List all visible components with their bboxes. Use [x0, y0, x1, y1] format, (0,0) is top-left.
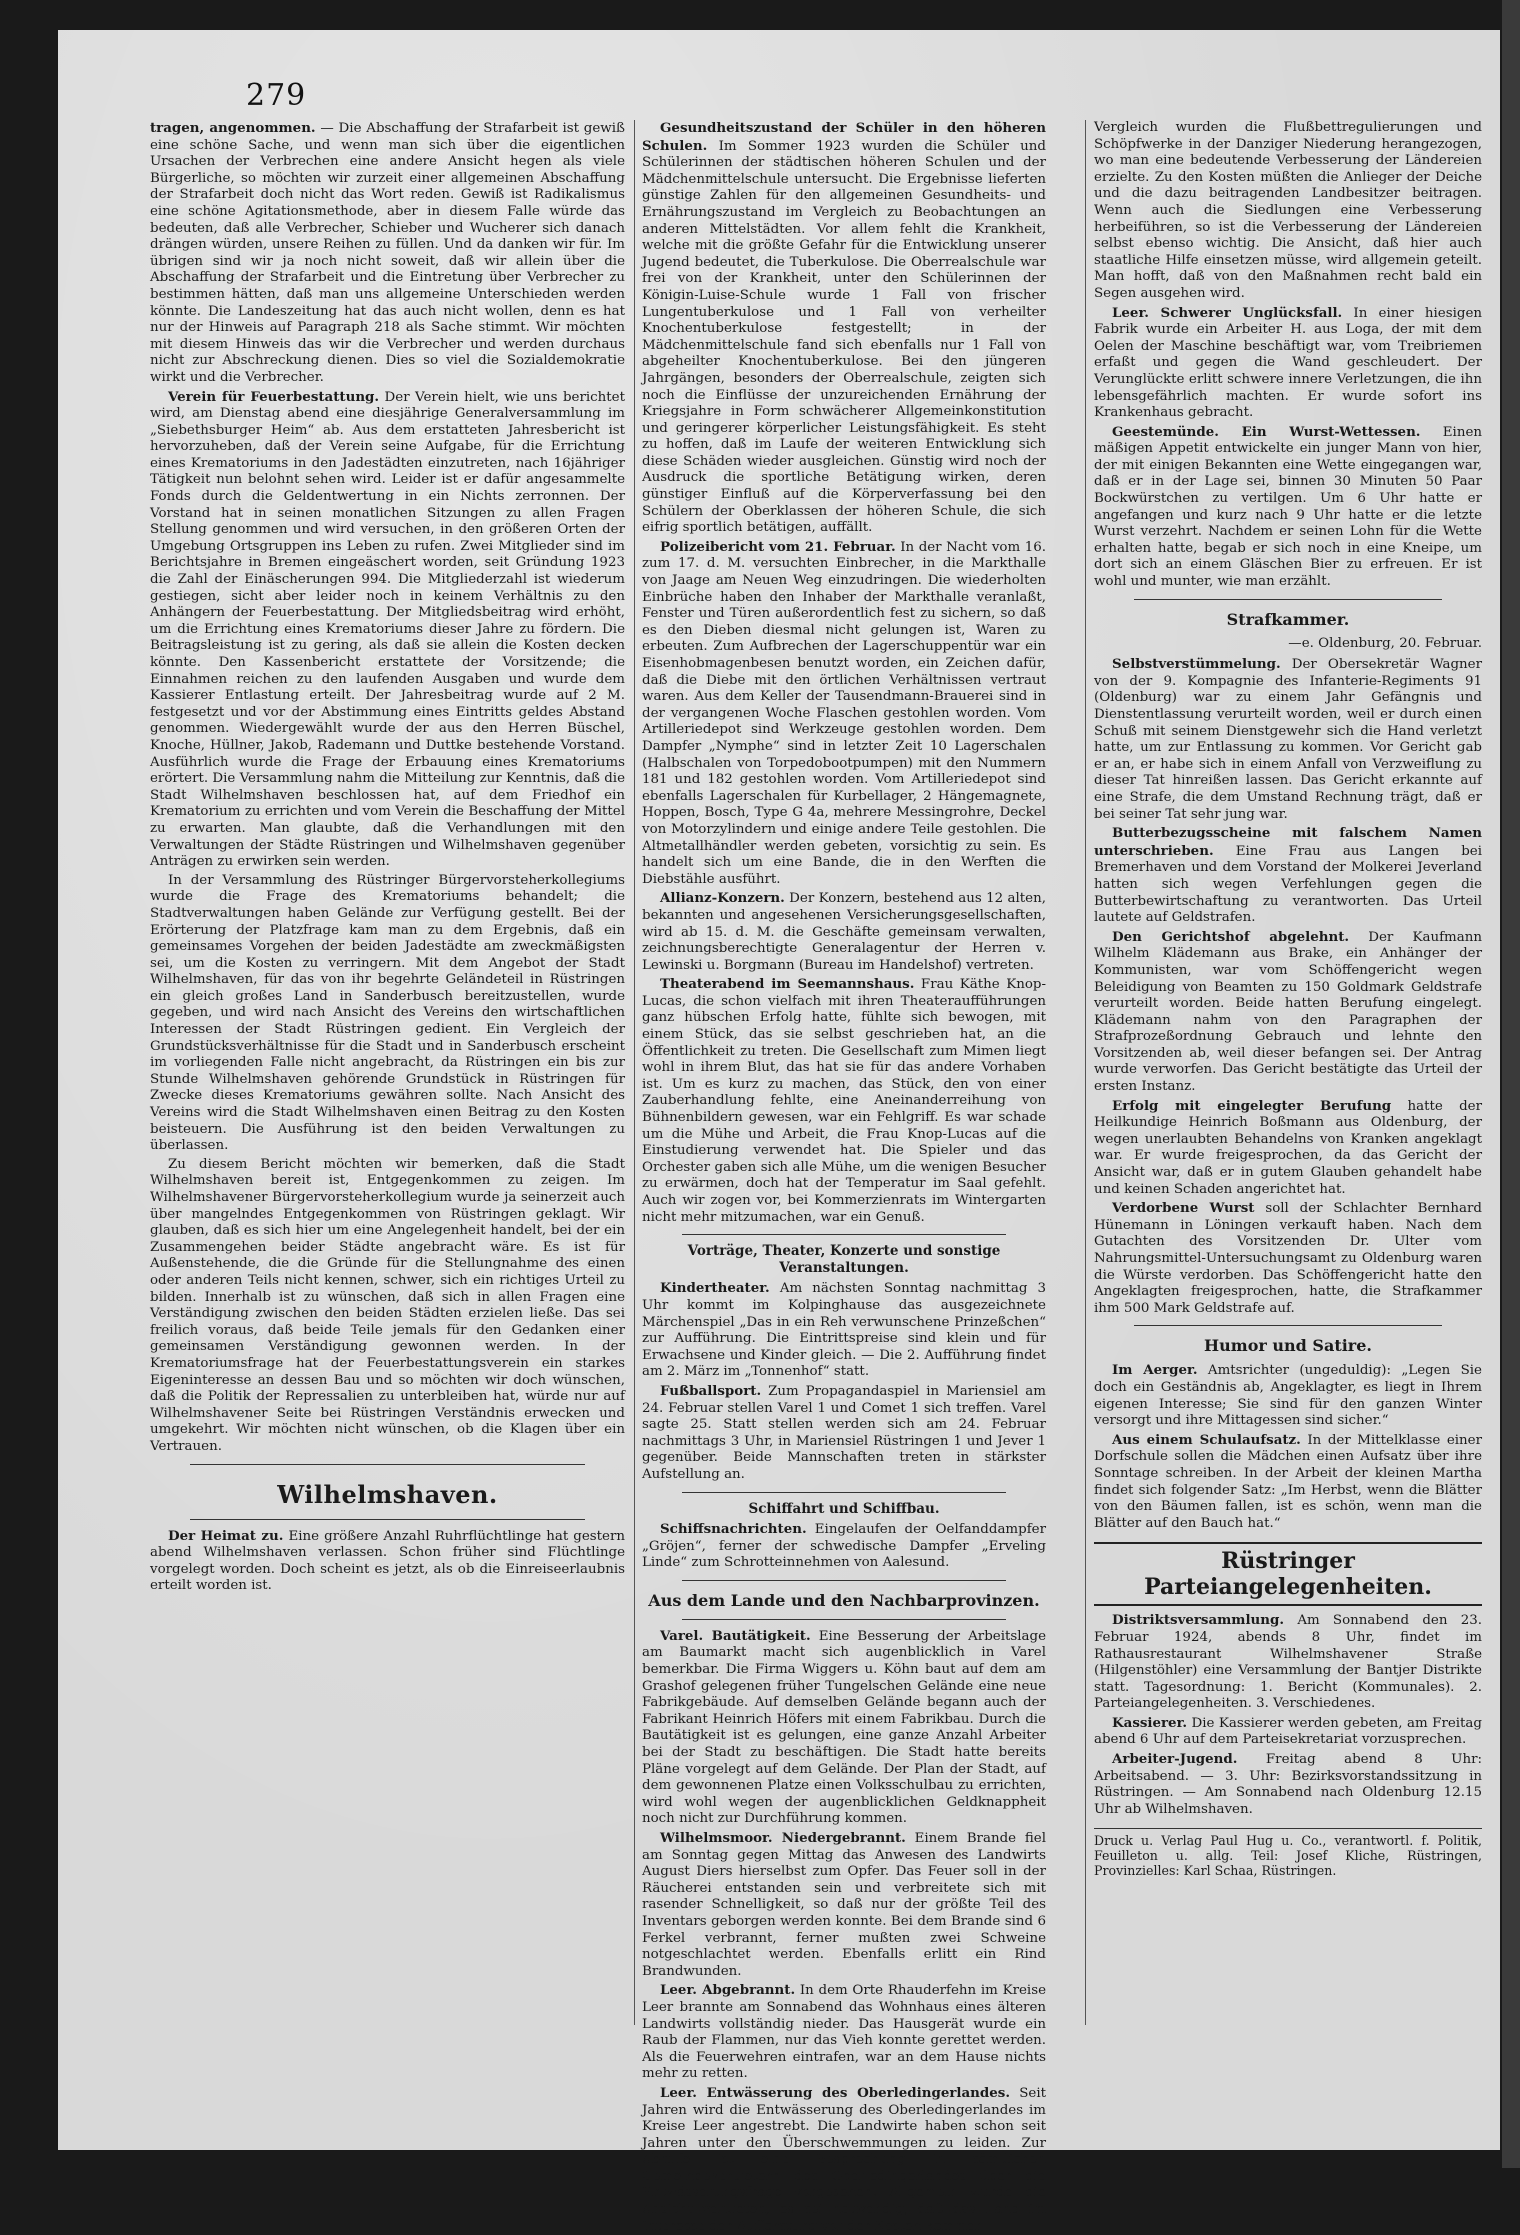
divider	[1134, 599, 1442, 600]
divider	[682, 1492, 1006, 1493]
divider	[682, 1580, 1006, 1581]
article-gesundheit: Gesundheitszustand der Schüler in den höheren Schulen. Im Sommer 1923 wurden die Schüler und Schülerinnen der städtischen höheren Schulen und der Mädchenmittelschule untersucht. Die Ergebnisse lieferten günstige Zahlen für den allgemeinen Gesundheits- und Ernährungszustand im Vergleich zu Beobachtungen an anderen Mittelstädten. Vor allem fehlt die Krankheit, welche mit die größte Gefahr für die Entwicklung unserer Jugend bedeutet, die Tuberkulose. Die Oberrealschule war frei von der Krankheit, unter den Schülerinnen der Königin-Luise-Schule wurde 1 Fall von frischer Lungentuberkulose und 1 Fall von verheilter Knochentuberkulose festgestellt; in der Mädchenmittelschule fand sich ebenfalls nur 1 Fall von abgeheilter Knochentuberkulose. Bei den jüngeren Jahrgängen, besonders der Oberrealschule, zeigten sich noch die Einflüsse der unzureichenden Ernährung der Kriegsjahre in Form schwächerer Allgemeinkonstitution und geringerer körperlicher Leistungsfähigkeit. Es steht zu hoffen, daß im Laufe der weiteren Entwicklung sich diese Schäden wieder ausgleichen. Günstig wird noch der Ausdruck die sportliche Betätigung wirken, deren günstiger Einfluß auf die Körperverfassung bei den Schülern der Oberklassen der höheren Schule, die sich eifrig sportlich betätigen, auffällt.	[642, 120, 1046, 536]
article-wurst: Verdorbene Wurst soll der Schlachter Bernhard Hünemann in Löningen verkauft haben. Nach dem Gutachten des Vorsitzenden Dr. Ulter vom Nahrungsmittel-Untersuchungsamt zu Oldenburg waren die Würste verdorben. Das Schöffengericht hatte den Angeklagten freigesprochen, hatte, die Strafkammer ihm 500 Mark Geldstrafe auf.	[1094, 1200, 1482, 1316]
article-wilhelmsmoor: Wilhelmsmoor. Niedergebrannt. Einem Brande fiel am Sonntag gegen Mittag das Anwesen des Landwirts August Diers hierselbst zum Opfer. Das Feuer soll in der Räucherei entstanden sein und verbreitete sich mit rasender Schnelligkeit, so daß nur der größte Teil des Inventars geborgen werden konnte. Bei dem Brande sind 6 Ferkel verbrannt, ferner mußten zwei Schweine notgeschlachtet werden. Ebenfalls erlitt ein Rind Brandwunden.	[642, 1830, 1046, 1979]
article-feuerbestattung-cont: In der Versammlung des Rüstringer Bürgervorsteherkollegiums wurde die Frage des Krematoriums behandelt; die Stadtverwaltungen haben Gelände zur Verfügung gestellt. Bei der Erörterung der Platzfrage kam man zu dem Ergebnis, daß ein gemeinsames Vorgehen der beiden Jadestädte am zweckmäßigsten sei, um die Kosten zu verringern. Mit dem Angebot der Stadt Wilhelmshaven, für das von ihr begehrte Geländeteil in Rüstringen ein gleich großes Land in Sanderbusch bereitzustellen, wurde gegeben, und wird nach Ansicht des Vereins den wirtschaftlichen Interessen der Stadt Rüstringen gedient. Ein Vergleich der Grundstücksverhältnisse für die Stadt und in Sanderbusch erscheint im vorliegenden Falle nicht angebracht, da Rüstringen ein bis zur Stunde Wilhelmshaven gehörende Grundstück in Rüstringen für Zwecke dieses Krematoriums gewähren sollte. Nach Ansicht des Vereins wird die Stadt Wilhelmshaven einen Beitrag zu den Kosten beisteuern. Die Ausführung ist den beiden Verwaltungen zu überlassen.	[150, 872, 625, 1154]
imprint: Druck u. Verlag Paul Hug u. Co., verantwortl. f. Politik, Feuilleton u. allg. Teil: Josef Kliche, Rüstringen, Provinzielles: Karl Schaa, Rüstringen.	[1094, 1828, 1482, 1878]
article-feuerbestattung-comment: Zu diesem Bericht möchten wir bemerken, daß die Stadt Wilhelmshaven bereit ist, Entgegenkommen zu zeigen. Im Wilhelmshavener Bürgervorsteherkollegium wurde ja seinerzeit auch über mangelndes Entgegenkommen von Rüstringen geklagt. Wir glauben, daß es sich hier um eine Angelegenheit handelt, bei der ein Zusammengehen beider Städte angebracht wäre. Es ist für Außenstehende, die die Gründe für die Stellungnahme des einen oder anderen Teils nicht kennen, schwer, sich ein richtiges Urteil zu bilden. Innerhalb ist zu wünschen, daß sich in allen Fragen eine Verständigung zwischen den beiden Städten erzielen ließe. Das sei freilich voraus, daß beide Teile jemals für den Gedanken einer gemeinsamen Verständigung gewonnen werden. In der Krematoriumsfrage hat der Feuerbestattungsverein ein starkes Eigeninteresse an dessen Bau und so möchten wir doch wünschen, daß die Politik der Repressalien zu unterbleiben hat, würde nur auf Wilhelmshavener Seite bei Rüstringen Verständnis erwecken und umgekehrt. Wir möchten nicht wünschen, ob die Klagen über ein Vertrauen.	[150, 1156, 625, 1454]
dateline: —e. Oldenburg, 20. Februar.	[1288, 635, 1482, 651]
article-vergleich: Vergleich wurden die Flußbettregulierungen und Schöpfwerke in der Danziger Niederung herangezogen, wo man eine bedeutende Verbesserung der Ländereien erzielte. Zu den Kosten müßten die Anlieger der Deiche und die dazu beitragenden Landbesitzer beitragen. Wenn auch die Siedlungen eine Verbesserung herbeiführen, so ist die Verbesserung der Ländereien selbst ebenso wichtig. Die Ansicht, daß hier auch staatliche Hilfe einsetzen müsse, wird allgemein geteilt. Man hofft, daß von den Maßnahmen recht bald ein Segen ausgehen wird.	[1094, 120, 1482, 301]
article-fussball: Fußballsport. Zum Propagandaspiel in Mariensiel am 24. Februar stellen Varel 1 und Comet 1 sich treffen. Varel sagte 25. Statt stellen werden sich am 24. Februar nachmittags 3 Uhr, in Mariensiel Rüstringen 1 und Jever 1 gegenüber. Beide Mannschaften treten in stärkster Aufstellung an.	[642, 1382, 1046, 1482]
book-binding	[1502, 0, 1520, 2168]
article-polizeibericht: Polizeibericht vom 21. Februar. In der Nacht vom 16. zum 17. d. M. versuchten Einbrecher, in die Markthalle von Jaage am Neuen Weg einzudringen. Die wiederholten Einbrüche haben den Inhaber der Markthalle veranlaßt, Fenster und Türen außerordentlich fest zu sichern, so daß es den Dieben diesmal nicht gelungen ist, Waren zu erbeuten. Zum Aufbrechen der Lagerschuppentür war ein Eisenhobmagenbesen benutzt worden, ein Zeichen dafür, daß die Diebe mit den örtlichen Verhältnissen vertraut waren. Aus dem Keller der Tausendmann-Brauerei sind in der vergangenen Woche Flaschen gestohlen worden. Vom Artilleriedepot sind Werkzeuge gestohlen worden. Dem Dampfer „Nymphe“ sind in letzter Zeit 10 Lagerschalen (Halbschalen von Torpedobootpumpen) mit den Nummern 181 und 182 gestohlen worden. Vom Artilleriedepot sind ebenfalls Lagerschalen für Kurbellager, 2 Hängemagnete, Hoppen, Bosch, Type G 4a, mehrere Messingrohre, Deckel von Motorzylindern und einige andere Teile gestohlen. Die Altmetallhändler werden gebeten, vorsichtig zu sein. Es handelt sich um eine Bande, die in den Werften die Diebstähle ausführt.	[642, 538, 1046, 887]
column-left	[150, 120, 625, 2030]
article-kindertheater: Kindertheater. Am nächsten Sonntag nachmittag 3 Uhr kommt im Kolpinghause das ausgezeichnete Märchenspiel „Das in ein Reh verwunschene Prinzeßchen“ zur Aufführung. Die Eintrittspreise sind klein und für Erwachsene und Kinder gleich. — Die 2. Aufführung findet am 2. März im „Tonnenhof“ statt.	[642, 1280, 1046, 1380]
article-kassierer: Kassierer. Die Kassierer werden gebeten, am Freitag abend 6 Uhr auf dem Parteisekretariat vorzusprechen.	[1094, 1714, 1482, 1748]
divider	[190, 1464, 585, 1465]
article-berufung: Erfolg mit eingelegter Berufung hatte der Heilkundige Heinrich Boßmann aus Oldenburg, der wegen unerlaubten Behandelns von Kranken angeklagt war. Er wurde freigesprochen, da das Gericht der Ansicht war, daß er in gutem Glauben gehandelt habe und keinen Schaden angerichtet hat.	[1094, 1097, 1482, 1197]
article-schiffsnachrichten: Schiffsnachrichten. Eingelaufen der Oelfanddampfer „Gröjen“, ferner der schwedische Dampfer „Erveling Linde“ zum Schrotteinnehmen von Aalesund.	[642, 1521, 1046, 1571]
article-leer-entwaesserung: Leer. Entwässerung des Oberledingerlandes. Seit Jahren wird die Entwässerung des Oberledingerlandes im Kreise Leer angestrebt. Die Landwirte haben schon seit Jahren unter den Überschwemmungen zu leiden. Zur Abhilfe ist eine Besprechung in sämtlichen Gemeindevertretern des Oberledingerlandes über die Entwässerungsfrage vorgesehen. Allgemein wurde die Ansicht vertreten, es sei notwendig, daß das Land im Interesse der Aufforstung vor der Kosten kommen.	[642, 2084, 1046, 2234]
divider	[1134, 1325, 1442, 1326]
section-heading-humor: Humor und Satire.	[1204, 1336, 1372, 1356]
article-schulaufsatz: Aus einem Schulaufsatz. In der Mittelklasse einer Dorfschule sollen die Mädchen einen Aufsatz über ihre Sonntage schreiben. In der Arbeit der kleinen Martha findet sich folgender Satz: „Im Herbst, wenn die Blätter von den Bäumen fallen, ist es schön, wenn man die Blätter auf den Bauch hat.“	[1094, 1431, 1482, 1531]
section-heading-schiffahrt: Schiffahrt und Schiffbau.	[748, 1500, 940, 1517]
article-allianz: Allianz-Konzern. Der Konzern, bestehend aus 12 alten, bekannten und angesehenen Versicherungsgesellschaften, wird ab 15. d. M. die Geschäfte gemeinsam verwalten, zeichnungsberechtigte Generalagentur der Herren v. Lewinski u. Borgmann (Bureau im Handelshof) vertreten.	[642, 890, 1046, 973]
article-intro: tragen, angenommen. — Die Abschaffung der Strafarbeit ist gewiß eine schöne Sache, und wenn man sich über die eigentlichen Ursachen der Verbrechen eine andere Ansicht hegen als viele Bürgerliche, so möchten wir zurzeit einer allgemeinen Abschaffung der Strafarbeit doch nicht das Wort reden. Gewiß ist Radikalismus eine schöne Agitationsmethode, aber in diesem Falle würde das bedeuten, daß alle Verbrecher, Schieber und Wucherer sich danach drängen würden, unsere Reihen zu füllen. Und da danken wir für. Im übrigen sind wir ja noch nicht soweit, daß wir allein über die Abschaffung der Strafarbeit und die Eintretung über Verbrecher zu bestimmen hätten, daß man uns allgemeine Unterschieden werden könnte. Die Landeszeitung hat das auch nicht wollen, denn es hat nur der Hinweis auf Paragraph 218 als Sache stimmt. Wir möchten mit diesem Hinweis das wir die Verbrecher und werden durchaus nicht zur Abschreckung dienen. Dies so viel die Sozialdemokratie wirkt und die Verbrecher.	[150, 120, 625, 385]
divider	[682, 1619, 1006, 1620]
article-jugend: Arbeiter-Jugend. Freitag abend 8 Uhr: Arbeitsabend. — 3. Uhr: Bezirksvorstandssitzung in Rüstringen. — Am Sonnabend nach Oldenburg 12.15 Uhr ab Wilhelmshaven.	[1094, 1751, 1482, 1817]
divider	[190, 1519, 585, 1520]
article-theaterabend: Theaterabend im Seemannshaus. Frau Käthe Knop-Lucas, die schon vielfach mit ihren Theateraufführungen ganz hübschen Erfolg hatte, fühlte sich bewogen, mit einem Stück, das sie selbst geschrieben hat, an die Öffentlichkeit zu treten. Die Gesellschaft zum Mimen liegt wohl in ihrem Blut, das hat sie für das andere Vorhaben ist. Um es kurz zu machen, das Stück, den von einer Zauberhandlung fehlte, eine Aneinanderreihung von Bühnenbildern gewesen, war ein Fehlgriff. Es war schade um die Mühe und Arbeit, die Frau Knop-Lucas auf die Einstudierung verwendet hat. Die Spieler und das Orchester gaben sich alle Mühe, um die wenigen Besucher zu erwärmen, doch hat der Temperatur im Saal gefehlt. Auch wir zogen vor, bei Kommerzienrats im Wintergarten nicht mehr mitzumachen, war ein Genuß.	[642, 976, 1046, 1225]
column-rule-1	[634, 120, 635, 2025]
section-heading-vortraege: Vorträge, Theater, Konzerte und sonstige Veranstaltungen.	[687, 1243, 1001, 1276]
article-selbstverstuemmelung: Selbstverstümmelung. Der Obersekretär Wagner von der 9. Kompagnie des Infanterie-Regiments 91 (Oldenburg) war zu einem Jahr Gefängnis und Dienstentlassung verurteilt worden, weil er durch einen Schuß mit seinem Dienstgewehr sich die Hand verletzt hatte, um zur Entlassung zu kommen. Vor Gericht gab er an, er habe sich in einem Anfall von Verzweiflung zu dieser Tat hinreißen lassen. Das Gericht erkannte auf eine Strafe, die dem Umstand Rechnung trägt, daß er bei seiner Tat sehr jung war.	[1094, 656, 1482, 822]
column-right	[1094, 120, 1482, 2030]
article-heimat: Der Heimat zu. Eine größere Anzahl Ruhrflüchtlinge hat gestern abend Wilhelmshaven verlassen. Schon früher sind Flüchtlinge vorgelegt worden. Doch scheint es jetzt, als ob die Einreiseerlaubnis erteilt worden ist.	[150, 1527, 625, 1594]
article-feuerbestattung: Verein für Feuerbestattung. Der Verein hielt, wie uns berichtet wird, am Dienstag abend eine diesjährige Generalversammlung im „Siebethsburger Heim“ ab. Aus dem erstatteten Jahresbericht ist hervorzuheben, daß der Verein seine Aufgabe, für die Errichtung eines Krematoriums in den Jadestädten einzutreten, nach 16jähriger Tätigkeit nun belohnt sehen wird. Leider ist er dafür angesammelte Fonds durch die Geldentwertung in ein Nichts zerronnen. Der Vorstand hat in seinen monatlichen Sitzungen zu allen Fragen Stellung genommen und wird versuchen, in den größeren Orten der Umgebung Ortsgruppen ins Leben zu rufen. Zwei Mitglieder sind im Berichtsjahre in Bremen eingeäschert worden, seit Gründung 1923 die Zahl der Einäscherungen 994. Die Mitgliederzahl ist wiederum gestiegen, sicht aber leider noch in keinem Verhältnis zu den Anhängern der Feuerbestattung. Der Mitgliedsbeitrag wird erhöht, um die Errichtung eines Krematoriums dieser Jahre zu fördern. Die Beitragsleistung ist zu gering, als daß sie allein die Kosten decken könnte. Den Kassenbericht erstattete der Vorsitzende; die Einnahmen reichen zu den laufenden Ausgaben und wurde dem Kassierer Entlastung erteilt. Der Jahresbeitrag wurde auf 2 M. festgesetzt und vor der Abstimmung eines Eintritts geldes Abstand genommen. Wiedergewählt wurde der aus den Herren Büschel, Knoche, Hüllner, Jakob, Rademann und Duttke bestehende Vorstand. Ausführlich wurde die Frage der Erbauung eines Krematoriums erörtert. Die Versammlung nahm die Mitteilung zur Kenntnis, daß die Stadt Wilhelmshaven beschlossen hat, auf dem Friedhof ein Krematorium zu errichten und vom Verein die Beschaffung der Mittel zu erwarten. Man glaubte, daß die Verhandlungen mit den Verwaltungen der Städte Rüstringen und Wilhelmshaven gegenüber Anträgen zu erwirken sein werden.	[150, 388, 625, 870]
section-heading-aus-dem-lande: Aus dem Lande und den Nachbarprovinzen.	[648, 1590, 1040, 1610]
article-geestemuende: Geestemünde. Ein Wurst-Wettessen. Einen mäßigen Appetit entwickelte ein junger Mann von hier, der mit einigen Bekannten eine Wette eingegangen war, daß er in der Lage sei, binnen 30 Minuten 50 Paar Bockwürstchen zu vertilgen. Um 6 Uhr hatte er angefangen und kurz nach 9 Uhr hatte er die letzte Wurst verzehrt. Nachdem er seinen Lohn für die Wette erhalten hatte, begab er sich noch in eine Kneipe, um dort sich an einem Gläschen Bier zu erfreuen. Er ist wohl und munter, wie man erzählt.	[1094, 423, 1482, 590]
article-distrikt: Distriktsversammlung. Am Sonnabend den 23. Februar 1924, abends 8 Uhr, findet im Rathausrestaurant Wilhelmshavener Straße (Hilgenstöhler) eine Versammlung der Bantjer Distrikte statt. Tagesordnung: 1. Bericht (Kommunales). 2. Parteiangelegenheiten. 3. Verschiedenes.	[1094, 1612, 1482, 1712]
section-heading-wilhelmshaven: Wilhelmshaven.	[277, 1479, 498, 1509]
article-varel: Varel. Bautätigkeit. Eine Besserung der Arbeitslage am Baumarkt macht sich augenblicklich in Varel bemerkbar. Die Firma Wiggers u. Köhn baut auf dem am Grashof gelegenen früher Tungelschen Gelände eine neue Fabrikgebäude. Auf demselben Gelände begann auch der Fabrikant Heinrich Höfers mit einem Fabrikbau. Durch die Bautätigkeit ist es gelungen, eine ganze Anzahl Arbeiter bei der Stadt zu beschäftigen. Die Stadt hatte bereits Pläne vorgelegt auf dem Gelände. Der Plan der Stadt, auf dem gewonnenen Platze einen Volksschulbau zu errichten, wird wohl wegen der augenblicklichen Geldknappheit noch nicht zur Durchführung kommen.	[642, 1627, 1047, 1827]
article-leer-abgebrannt: Leer. Abgebrannt. In dem Orte Rhauderfehn im Kreise Leer brannte am Sonnabend das Wohnhaus eines älteren Landwirts vollständig nieder. Das Hausgerät wurde ein Raub der Flammen, nur das Vieh konnte gerettet werden. Als die Feuerwehren eintrafen, war an dem Hause nichts mehr zu retten.	[642, 1982, 1046, 2082]
article-gerichtshof: Den Gerichtshof abgelehnt. Der Kaufmann Wilhelm Klädemann aus Brake, ein Anhänger der Kommunisten, war vom Schöffengericht wegen Beleidigung von Beamten zu 150 Goldmark Geldstrafe verurteilt worden. Beide hatten Berufung eingelegt. Klädemann nahm von den Paragraphen der Strafprozeßordnung Gebrauch und lehnte den Vorsitzenden ab, weil dieser befangen sei. Der Antrag wurde verworfen. Das Gericht bestätigte das Urteil der ersten Instanz.	[1094, 928, 1482, 1095]
article-aerger: Im Aerger. Amtsrichter (ungeduldig): „Legen Sie doch ein Geständnis ab, Angeklagter, es liegt in Ihrem eigenen Interesse; Sie sind für den ganzen Winter versorgt und ihre Mittagessen sind sicher.“	[1094, 1362, 1482, 1429]
page-number: 279	[246, 78, 307, 113]
section-heading-strafkammer: Strafkammer.	[1226, 609, 1350, 629]
article-leer-unglueck: Leer. Schwerer Unglücksfall. In einer hiesigen Fabrik wurde ein Arbeiter H. aus Loga, der mit dem Oelen der Maschine beschäftigt war, vom Treibriemen erfaßt und gegen die Wand geschleudert. Der Verunglückte erlitt schwere innere Verletzungen, die ihn lebensgefährlich machten. Er wurde sofort ins Krankenhaus gebracht.	[1094, 304, 1482, 421]
article-butterbezug: Butterbezugsscheine mit falschem Namen unterschrieben. Eine Frau aus Langen bei Bremerhaven und dem Vorstand der Molkerei Jeverland hatten sich wegen Verfehlungen gegen die Butterbewirtschaftung zu verantworten. Das Urteil lautete auf Geldstrafen.	[1094, 825, 1482, 926]
column-rule-2	[1085, 120, 1086, 2025]
divider	[682, 1234, 1006, 1235]
section-heading-partei: Rüstringer Parteiangelegenheiten.	[1094, 1542, 1482, 1606]
column-middle	[642, 120, 1047, 2234]
